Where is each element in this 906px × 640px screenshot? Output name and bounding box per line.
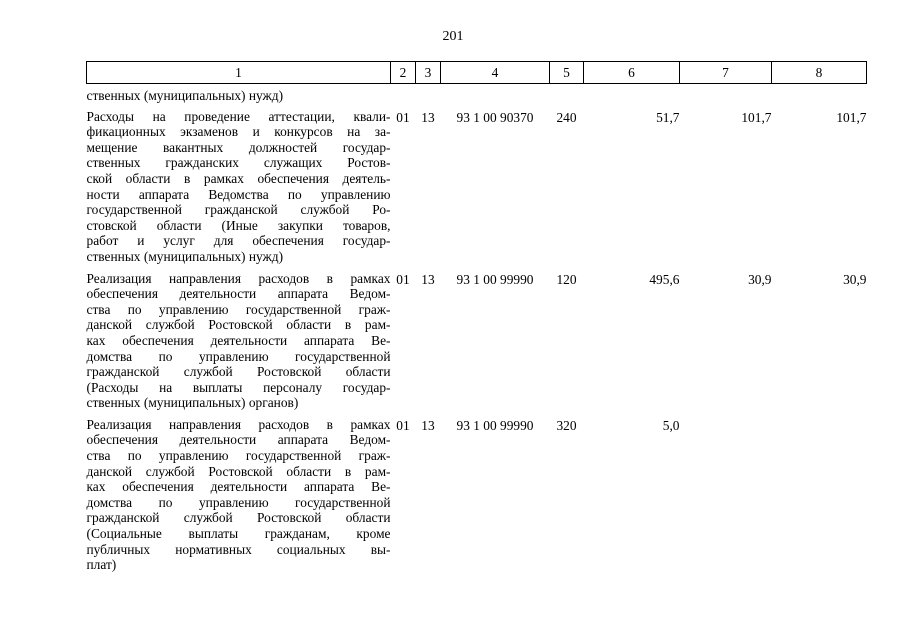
amount-col-6: 495,6 [649, 271, 680, 287]
expense-type-code: 240 [556, 109, 577, 125]
section-code: 01 [396, 417, 410, 433]
header-row [87, 62, 867, 84]
table-row [87, 106, 867, 268]
description-line: домства по управлению государственной [86, 348, 391, 364]
table-row [87, 414, 867, 576]
row-description [87, 268, 391, 414]
description-line: плат) [86, 557, 117, 573]
expense-type-code: 120 [556, 271, 577, 287]
description-line: ках обеспечения деятельности аппарата Ве- [86, 479, 391, 495]
target-article-code: 93 1 00 90370 [456, 109, 534, 125]
header-cell-2: 2 [391, 62, 416, 84]
description-line: гражданской службой Ростовской области [86, 364, 391, 380]
description-line: домства по управлению государственной [86, 494, 391, 510]
amount-col-6: 51,7 [656, 109, 680, 125]
section-code: 01 [396, 271, 410, 287]
budget-table [86, 61, 867, 576]
description-line: данской службой Ростовской области в рам- [86, 317, 391, 333]
description-line: обеспечения деятельности аппарата Ведом- [86, 432, 391, 448]
continuation-row [87, 84, 867, 106]
expense-type-code: 320 [556, 417, 577, 433]
section-code: 01 [396, 109, 410, 125]
amount-col-8 [772, 414, 867, 576]
subsection-code: 13 [421, 271, 435, 287]
target-article-code: 93 1 00 99990 [456, 417, 534, 433]
description-line: публичных нормативных социальных вы- [86, 541, 391, 557]
description-line: ности аппарата Ведомства по управлению [86, 186, 391, 202]
amount-col-8: 30,9 [843, 271, 867, 287]
row-description [87, 106, 391, 268]
header-cell-4: 4 [441, 62, 550, 84]
description-line: государственной гражданской службой Ро- [86, 202, 391, 218]
header-cell-3: 3 [416, 62, 441, 84]
continuation-text: ственных (муниципальных) нужд) [86, 88, 284, 103]
description-line: (Социальные выплаты гражданам, кроме [86, 526, 391, 542]
target-article-code: 93 1 00 99990 [456, 271, 534, 287]
amount-col-7: 101,7 [741, 109, 772, 125]
description-line: ства по управлению государственной граж- [86, 448, 391, 464]
description-line: работ и услуг для обеспечения государ- [86, 233, 391, 249]
row-description [87, 414, 391, 576]
description-line: Расходы на проведение аттестации, квали- [86, 108, 391, 124]
description-line: фикационных экзаменов и конкурсов на за- [86, 124, 391, 140]
header-cell-5: 5 [550, 62, 584, 84]
description-line: ственных (муниципальных) органов) [86, 395, 299, 411]
amount-col-8: 101,7 [836, 109, 867, 125]
amount-col-7 [680, 414, 772, 576]
description-line: ственных гражданских служащих Ростов- [86, 155, 391, 171]
description-line: ской области в рамках обеспечения деятель- [86, 170, 391, 186]
amount-col-6: 5,0 [662, 417, 680, 433]
description-line: (Расходы на выплаты персоналу государ- [86, 379, 391, 395]
header-cell-1: 1 [87, 62, 391, 84]
description-line: данской службой Ростовской области в рам- [86, 463, 391, 479]
header-cell-8: 8 [772, 62, 867, 84]
description-line: обеспечения деятельности аппарата Ведом- [86, 286, 391, 302]
description-line: ственных (муниципальных) нужд) [86, 248, 284, 264]
subsection-code: 13 [421, 109, 435, 125]
header-cell-6: 6 [584, 62, 680, 84]
table-row [87, 268, 867, 414]
page-number: 201 [442, 29, 464, 44]
description-line: гражданской службой Ростовской области [86, 510, 391, 526]
header-cell-7: 7 [680, 62, 772, 84]
amount-col-7: 30,9 [748, 271, 772, 287]
description-line: ках обеспечения деятельности аппарата Ве- [86, 332, 391, 348]
description-line: стовской области (Иные закупки товаров, [86, 217, 391, 233]
description-line: Реализация направления расходов в рамках [86, 270, 391, 286]
subsection-code: 13 [421, 417, 435, 433]
description-line: Реализация направления расходов в рамках [86, 416, 391, 432]
description-line: мещение вакантных должностей государ- [86, 139, 391, 155]
description-line: ства по управлению государственной граж- [86, 301, 391, 317]
